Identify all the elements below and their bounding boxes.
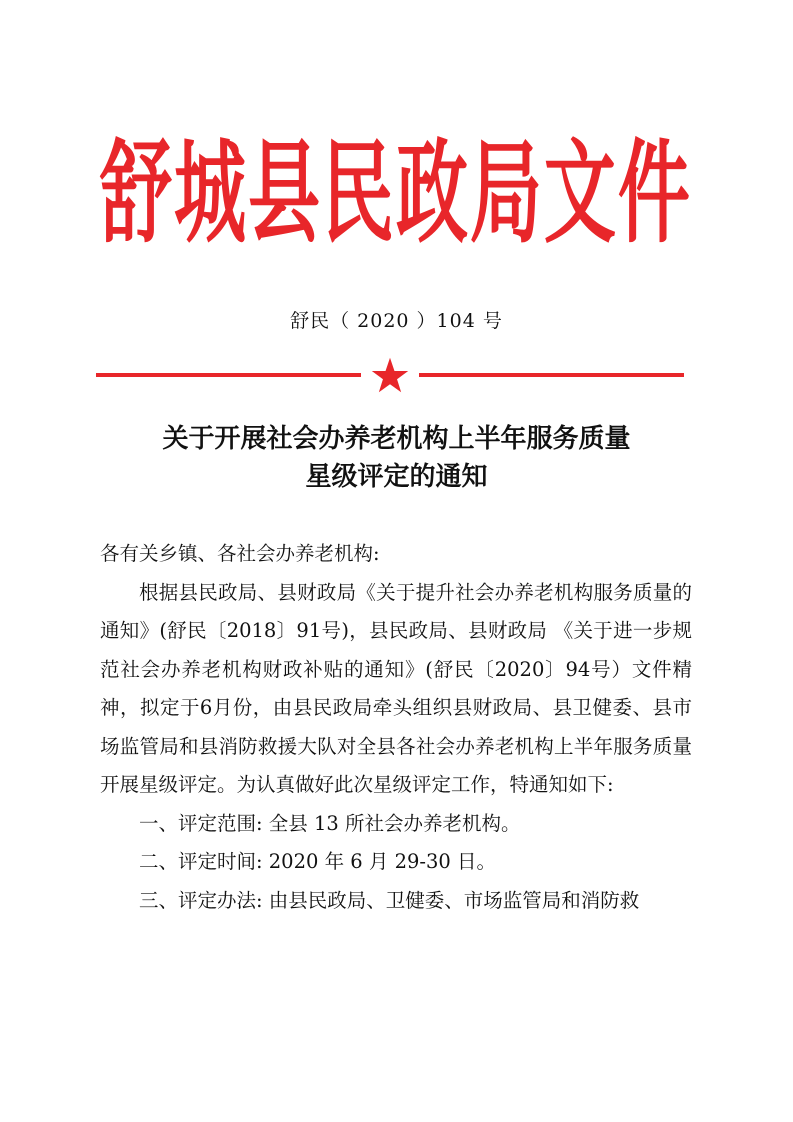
notice-title — [0, 420, 793, 496]
item-time: 二、评定时间: 2020 年 6 月 29-30 日。 — [139, 850, 497, 873]
red-divider — [96, 357, 684, 393]
notice-body — [100, 535, 692, 920]
masthead-char: 城 — [173, 126, 246, 259]
item-scope: 一、评定范围: 全县 13 所社会办养老机构。 — [139, 811, 521, 835]
document-number: 舒民（ 2020 ）104 号 — [290, 310, 503, 332]
masthead-char: 舒 — [100, 126, 173, 259]
title-line-1: 关于开展社会办养老机构上半年服务质量 — [162, 424, 631, 454]
masthead-title — [100, 128, 690, 258]
masthead-char: 民 — [321, 126, 394, 259]
divider-rule-left — [96, 373, 361, 377]
divider-rule-right — [419, 373, 684, 377]
masthead-char: 政 — [395, 126, 468, 259]
title-line-2: 星级评定的通知 — [305, 462, 488, 492]
star-icon — [371, 357, 409, 393]
masthead-char: 县 — [247, 126, 320, 259]
paragraph-basis: 根据县民政局、县财政局《关于提升社会办养老机构服务质量的通知》(舒民〔2018〕91号)，县民政局、县财政局 《关于进一步规范社会办养老机构财政补贴的通知》(舒民〔2020〕94号）文件精神，拟定于6月份，由县民政局牵头组织县财政局、县卫健委、县市场监管局和县消防救援大队对全县各社会办养老机构上半年服务质量开展星级评定。为认真做好此次星级评定工作，特通知如下: — [100, 580, 692, 796]
item-method: 三、评定办法: 由县民政局、卫健委、市场监管局和消防救 — [139, 888, 640, 912]
masthead-char: 文 — [543, 126, 616, 259]
masthead-char: 局 — [469, 126, 542, 259]
salutation: 各有关乡镇、各社会办养老机构: — [100, 542, 380, 565]
masthead-char: 件 — [617, 126, 690, 259]
